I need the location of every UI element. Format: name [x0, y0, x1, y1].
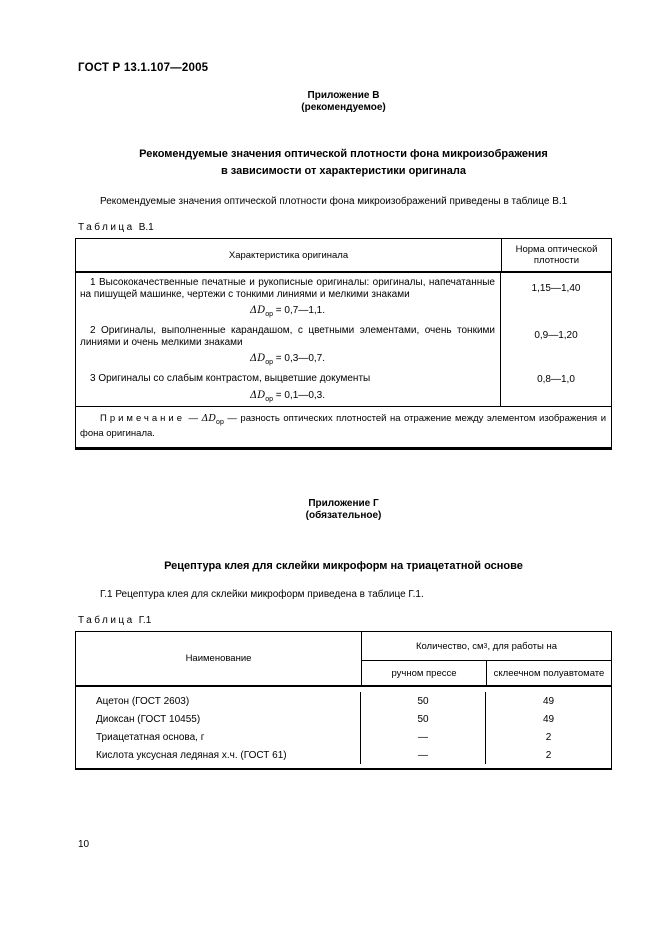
- table-b1-header-row: [76, 239, 611, 273]
- ingredient-name: Кислота уксусная ледяная х.ч. (ГОСТ 61): [76, 746, 361, 764]
- appendix-g-label: Приложение Г: [308, 498, 379, 510]
- page-number: 10: [78, 839, 90, 850]
- qty-header-post: , для работы на: [487, 640, 558, 652]
- appendix-b-title: [75, 146, 612, 180]
- item-3-text: 3 Оригиналы со слабым контрастом, выцветшие документы: [90, 373, 371, 384]
- table-b1: [75, 238, 612, 450]
- note-text: разность оптических плотностей на отражение между элементом изображения и фона оригинала.: [80, 412, 607, 440]
- appendix-b-title-line2: в зависимости от характеристики оригинала: [220, 165, 466, 177]
- table-b1-label: [78, 222, 612, 233]
- table-g1-col-semi: склеечном полуавтомате: [493, 667, 605, 679]
- appendix-b-heading: [75, 90, 612, 114]
- table-g1-subheader-row: [362, 661, 611, 685]
- note-subscript: ор: [216, 418, 224, 426]
- semi-automatic-value: 49: [542, 695, 555, 707]
- formula-equation: = 0,7—1,1.: [273, 305, 326, 316]
- delta-d-symbol: ΔD: [201, 412, 217, 424]
- manual-press-value: 50: [361, 692, 486, 710]
- delta-d-symbol: ΔD: [249, 389, 266, 401]
- appendix-b-intro: Рекомендуемые значения оптической плотности фона микроизображений приведены в таблице В.1: [100, 196, 568, 207]
- norm-cell: 1,15—1,40: [531, 283, 581, 294]
- table-row: [76, 746, 611, 764]
- table-b1-note: [76, 406, 611, 448]
- page-content: [75, 0, 612, 770]
- appendix-b-kind: (рекомендуемое): [301, 102, 386, 113]
- manual-press-value: 50: [361, 710, 486, 728]
- table-g1-header: [76, 632, 611, 687]
- delta-d-symbol: ΔD: [249, 305, 266, 316]
- norm-cell: 0,9—1,20: [534, 330, 578, 341]
- item-1-text: 1 Высококачественные печатные и рукописные оригиналы: оригиналы, напечатанные на пишущей машинке, чертежи с тонкими линиями и мелкими знаками: [80, 277, 495, 300]
- table-row: [76, 273, 611, 321]
- table-b1-col-characteristic: Характеристика оригинала: [76, 239, 502, 271]
- formula-equation: = 0,3—0,7.: [273, 353, 326, 364]
- norm-cell: 0,8—1,0: [537, 374, 575, 385]
- characteristic-cell: [76, 369, 501, 406]
- appendix-b-title-line1: Рекомендуемые значения оптической плотности фона микроизображения: [139, 148, 548, 160]
- note-label: Примечание: [100, 412, 185, 424]
- formula-subscript: ор: [265, 395, 274, 403]
- delta-d-symbol: ΔD: [249, 353, 266, 364]
- ingredient-name: Диоксан (ГОСТ 10455): [76, 710, 361, 728]
- appendix-g-intro: Г.1 Рецептура клея для склейки микроформ приведена в таблице Г.1.: [100, 589, 424, 601]
- qty-superscript: 3: [483, 642, 488, 650]
- table-g1-qty-group: [362, 632, 611, 685]
- table-g1-col-name: Наименование: [76, 632, 362, 685]
- item-3-formula: [80, 390, 495, 403]
- note-dash: —: [188, 412, 199, 424]
- table-b1-col-norm: Норма оптической плотности: [515, 244, 598, 266]
- table-row: [76, 710, 611, 728]
- manual-press-value: —: [361, 728, 486, 746]
- ingredient-name: Ацетон (ГОСТ 2603): [76, 692, 361, 710]
- table-row: [76, 321, 611, 369]
- table-g1-qty-header: [362, 632, 611, 661]
- characteristic-cell: [76, 273, 501, 321]
- table-row: [76, 369, 611, 406]
- formula-subscript: ор: [265, 359, 274, 366]
- appendix-b-label: Приложение В: [307, 90, 380, 101]
- appendix-g-kind: (обязательное): [305, 510, 382, 522]
- table-b1-label-num: В.1: [138, 222, 154, 233]
- table-row: [76, 728, 611, 746]
- semi-automatic-value: 49: [542, 713, 555, 725]
- semi-automatic-value: 2: [545, 731, 552, 743]
- appendix-g-heading: [75, 498, 612, 522]
- doc-code: ГОСТ Р 13.1.107—2005: [78, 62, 209, 74]
- table-g1-col-manual: ручном прессе: [362, 661, 487, 685]
- semi-automatic-value: 2: [545, 749, 552, 761]
- note-dash: —: [227, 412, 237, 424]
- item-2-text: 2 Оригиналы, выполненные карандашом, с цветными элементами, очень тонкими линиями и очень мелкими знаками: [80, 325, 495, 348]
- formula-subscript: ор: [265, 311, 274, 318]
- table-g1-label-word: Таблица: [78, 615, 135, 627]
- table-g1-label-num: Г.1: [138, 615, 152, 627]
- qty-header-pre: Количество, см: [415, 640, 484, 652]
- appendix-g-title: Рецептура клея для склейки микроформ на триацетатной основе: [164, 560, 523, 573]
- item-1-formula: [80, 305, 495, 318]
- table-g1: [75, 631, 612, 770]
- formula-equation: = 0,1—0,3.: [273, 389, 326, 401]
- manual-press-value: —: [361, 746, 486, 764]
- ingredient-name: Триацетатная основа, г: [76, 728, 361, 746]
- table-g1-body: [76, 687, 611, 768]
- characteristic-cell: [76, 321, 501, 369]
- table-g1-label: [78, 615, 612, 626]
- table-row: [76, 692, 611, 710]
- table-b1-label-word: Таблица: [78, 222, 135, 233]
- item-2-formula: [80, 353, 495, 366]
